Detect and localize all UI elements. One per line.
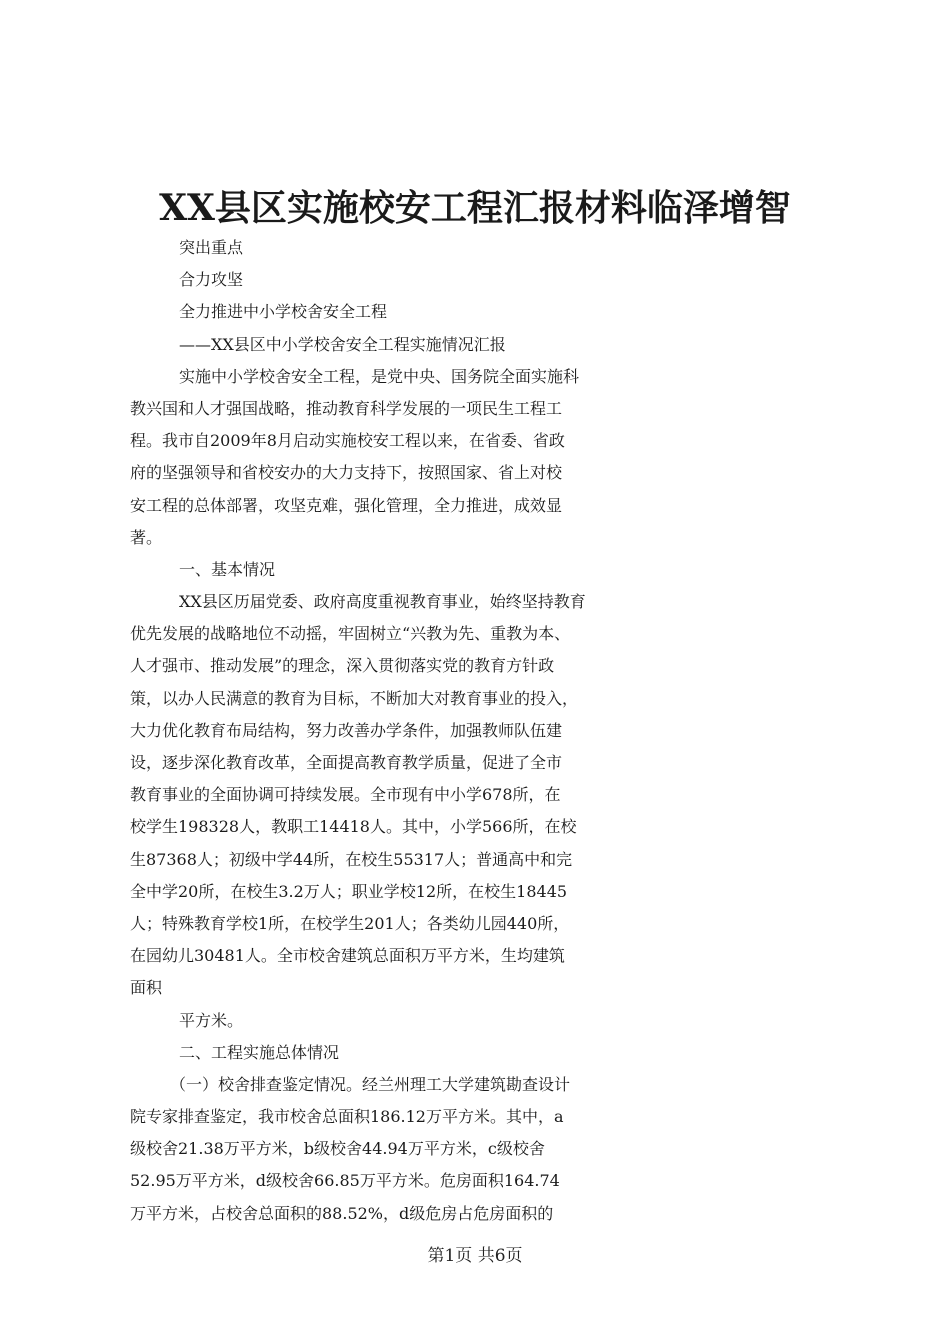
paragraph-line: 52.95万平方米，d级校舍66.85万平方米。危房面积164.74 bbox=[130, 1171, 560, 1191]
paragraph-line: 安工程的总体部署，攻坚克难，强化管理，全力推进，成效显 bbox=[130, 495, 563, 515]
document-body bbox=[130, 232, 830, 1230]
section-heading: 一、基本情况 bbox=[179, 559, 276, 579]
paragraph-line: 人才强市、推动发展”的理念，深入贯彻落实党的教育方针政 bbox=[130, 656, 555, 676]
paragraph-line: 设，逐步深化教育改革，全面提高教育教学质量，促进了全市 bbox=[130, 753, 563, 772]
paragraph-line: 面积 bbox=[130, 978, 163, 998]
paragraph-line: 程。我市自2009年8月启动实施校安工程以来，在省委、省政 bbox=[130, 431, 565, 451]
paragraph-line: 平方米。 bbox=[179, 1010, 244, 1030]
section-heading: 二、工程实施总体情况 bbox=[179, 1042, 340, 1062]
paragraph-line: （一）校舍排查鉴定情况。经兰州理工大学建筑勘查设计 bbox=[170, 1074, 571, 1094]
paragraph-line: 府的坚强领导和省校安办的大力支持下，按照国家、省上对校 bbox=[130, 463, 563, 483]
paragraph-line: 人；特殊教育学校1所，在校学生201人；各类幼儿园440所， bbox=[130, 913, 570, 933]
document-title: XX县区实施校安工程汇报材料临泽增智 bbox=[159, 187, 791, 229]
paragraph-line: 策，以办人民满意的教育为目标，不断加大对教育事业的投入， bbox=[130, 688, 579, 708]
paragraph-line: XX县区历届党委、政府高度重视教育事业，始终坚持教育 bbox=[179, 592, 586, 612]
paragraph-line: 大力优化教育布局结构，努力改善办学条件，加强教师队伍建 bbox=[130, 720, 563, 740]
paragraph-line: 在园幼儿30481人。全市校舍建筑总面积万平方米，生均建筑 bbox=[130, 946, 565, 966]
paragraph-line: 院专家排查鉴定，我市校舍总面积186.12万平方米。其中，a bbox=[130, 1107, 564, 1127]
subtitle-line: 突出重点 bbox=[179, 238, 244, 257]
paragraph-line: 教育事业的全面协调可持续发展。全市现有中小学678所，在 bbox=[130, 785, 561, 805]
paragraph-line: 实施中小学校舍安全工程，是党中央、国务院全面实施科 bbox=[179, 366, 580, 386]
paragraph-line: 级校舍21.38万平方米，b级校舍44.94万平方米，c级校舍 bbox=[130, 1139, 545, 1159]
paragraph-line: 著。 bbox=[130, 527, 163, 547]
subtitle-line: 合力攻坚 bbox=[179, 270, 244, 290]
paragraph-line: 优先发展的战略地位不动摇，牢固树立“兴教为先、重教为本、 bbox=[130, 624, 571, 644]
paragraph-line: 万平方米，占校舍总面积的88.52%，d级危房占危房面积的 bbox=[130, 1203, 554, 1223]
subtitle-line: 全力推进中小学校舍安全工程 bbox=[179, 302, 388, 322]
paragraph-line: 全中学20所，在校生3.2万人；职业学校12所，在校生18445 bbox=[130, 881, 568, 901]
paragraph-line: 生87368人；初级中学44所，在校生55317人；普通高中和完 bbox=[130, 849, 573, 869]
paragraph-line: 校学生198328人，教职工14418人。其中，小学566所，在校 bbox=[130, 817, 577, 837]
page-footer: 第1页 共6页 bbox=[427, 1246, 523, 1266]
subtitle-line: ——XX县区中小学校舍安全工程实施情况汇报 bbox=[179, 334, 506, 354]
paragraph-line: 教兴国和人才强国战略，推动教育科学发展的一项民生工程工 bbox=[130, 398, 563, 418]
